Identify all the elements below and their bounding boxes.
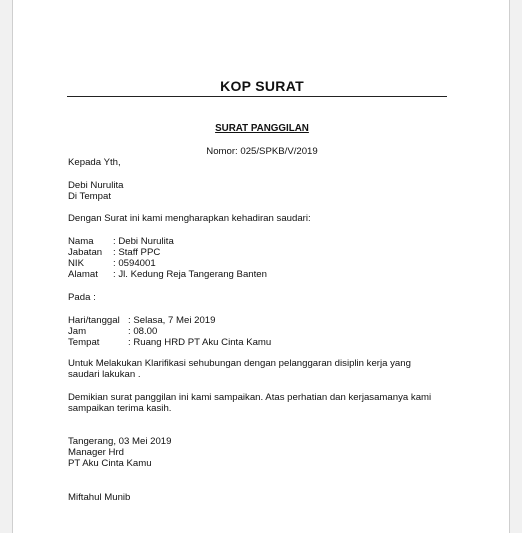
sender-title: Manager Hrd [68, 447, 124, 458]
identity-jabatan-value: : Staff PPC [113, 247, 161, 258]
identity-nik-label: NIK [68, 258, 84, 269]
letter-number: Nomor: 025/SPKB/V/2019 [206, 146, 318, 157]
identity-nama-value: : Debi Nurulita [113, 236, 174, 247]
on-label: Pada : [68, 292, 96, 303]
schedule-date-value: : Selasa, 7 Mei 2019 [128, 315, 216, 326]
schedule-place-value: : Ruang HRD PT Aku Cinta Kamu [128, 337, 272, 348]
place-date: Tangerang, 03 Mei 2019 [68, 436, 172, 447]
schedule-time-value: : 08.00 [128, 326, 158, 337]
recipient-location: Di Tempat [68, 191, 112, 202]
closing-line-1: Demikian surat panggilan ini kami sampaikan. Atas perhatian dan kerjasamanya kami [68, 392, 432, 403]
intro-text: Dengan Surat ini kami mengharapkan kehadiran saudari: [68, 213, 311, 224]
identity-alamat-label: Alamat [68, 269, 98, 280]
letterhead-title: KOP SURAT [220, 78, 304, 94]
purpose-line-2: saudari lakukan . [68, 369, 141, 380]
schedule-time-label: Jam [68, 326, 87, 337]
document-page [12, 0, 510, 533]
letter-subject: SURAT PANGGILAN [215, 123, 309, 134]
identity-nama-label: Nama [68, 236, 94, 247]
identity-alamat-value: : Jl. Kedung Reja Tangerang Banten [113, 269, 267, 280]
schedule-date-label: Hari/tanggal [68, 315, 120, 326]
identity-jabatan-label: Jabatan [68, 247, 103, 258]
identity-nik-value: : 0594001 [113, 258, 156, 269]
sender-company: PT Aku Cinta Kamu [68, 458, 152, 469]
letterhead-divider [67, 96, 447, 97]
recipient-name: Debi Nurulita [68, 180, 124, 191]
signatory-name: Miftahul Munib [68, 492, 131, 503]
schedule-place-label: Tempat [68, 337, 100, 348]
closing-line-2: sampaikan terima kasih. [68, 403, 172, 414]
purpose-line-1: Untuk Melakukan Klarifikasi sehubungan dengan pelanggaran disiplin kerja yang [68, 358, 411, 369]
salutation: Kepada Yth, [68, 157, 121, 168]
